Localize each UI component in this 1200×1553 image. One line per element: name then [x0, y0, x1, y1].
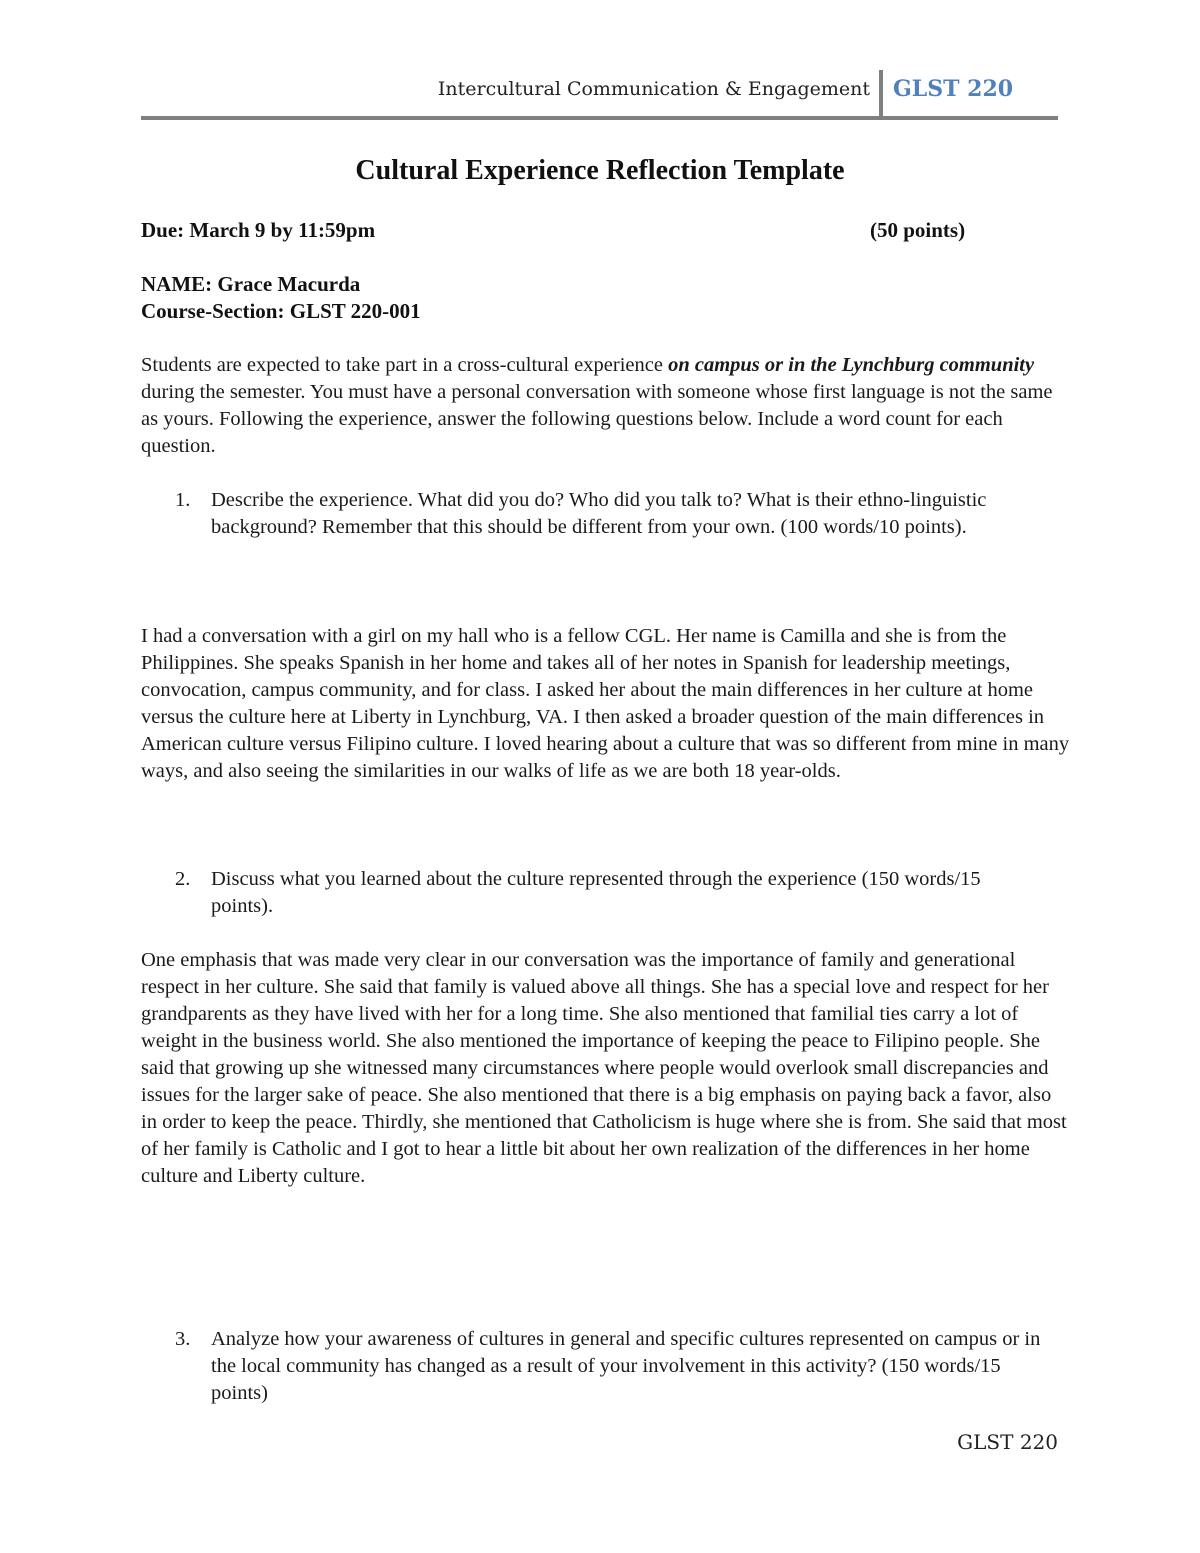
intro-text-2: during the semester. You must have a personal conversation with someone whose first language is not the same as yours. Following the experience, answer the following questions below. Include a word count for each question. [141, 381, 1053, 457]
answer-2: One emphasis that was made very clear in our conversation was the importance of family and generational respect in her culture. She said that family is valued above all things. She has a special love and respect for her grandparents as they have lived with her for a long time. She also mentioned that familial ties carry a lot of weight in the business world. She also mentioned the importance of keeping the peace to Filipino people. She said that growing up she witnessed many circumstances where people would overlook small discrepancies and issues for the larger sake of peace. She also mentioned that there is a big emphasis on paying back a favor, also in order to keep the peace. Thirdly, she mentioned that Catholicism is huge where she is from. She said that most of her family is Catholic and I got to hear a little bit about her own realization of the differences in her home culture and Liberty culture. [141, 949, 1067, 1187]
due-date: Due: March 9 by 11:59pm [141, 218, 376, 242]
course-section-row [141, 299, 421, 324]
student-name-row [141, 272, 360, 297]
name-value: Grace Macurda [217, 272, 361, 296]
question-prompt: Discuss what you learned about the culture represented through the experience (150 words/15 points). [211, 868, 981, 917]
header-divider [879, 70, 883, 118]
question-number: 1. [175, 489, 191, 511]
question-prompt: Describe the experience. What did you do? Who did you talk to? What is their ethno-linguistic background? Remember that this should be different from your own. (100 words/10 points). [211, 489, 987, 538]
question-prompt: Analyze how your awareness of cultures in general and specific cultures represented on campus or in the local community has changed as a result of your involvement in this activity? (150 words/15 points) [211, 1328, 1041, 1404]
header-course-name: Intercultural Communication & Engagement [437, 78, 870, 100]
question-number: 2. [175, 868, 191, 890]
page-header [141, 70, 1058, 122]
section-value: GLST 220-001 [289, 299, 421, 323]
name-label: NAME: [141, 272, 213, 296]
page-footer: GLST 220 [957, 1430, 1058, 1454]
intro-emphasis: on campus or in the Lynchburg community [668, 354, 1035, 376]
header-course-code: GLST 220 [893, 76, 1014, 102]
intro-paragraph [141, 352, 1071, 460]
total-points: (50 points) [870, 218, 966, 242]
answer-1: I had a conversation with a girl on my hall who is a fellow CGL. Her name is Camilla and she is from the Philippines. She speaks Spanish in her home and takes all of her notes in Spanish for leadership meetings, convocation, campus community, and for class. I asked her about the main differences in her culture at home versus the culture here at Liberty in Lynchburg, VA. I then asked a broader question of the main differences in American culture versus Filipino culture. I loved hearing about a culture that was so different from mine in many ways, and also seeing the similarities in our walks of life as we are both 18 year-olds. [141, 625, 1070, 782]
intro-text-1: Students are expected to take part in a cross-cultural experience [141, 354, 669, 376]
page-title: Cultural Experience Reflection Template [355, 155, 845, 186]
header-rule [141, 116, 1058, 120]
question-number: 3. [175, 1328, 191, 1350]
section-label: Course-Section: [141, 299, 285, 323]
